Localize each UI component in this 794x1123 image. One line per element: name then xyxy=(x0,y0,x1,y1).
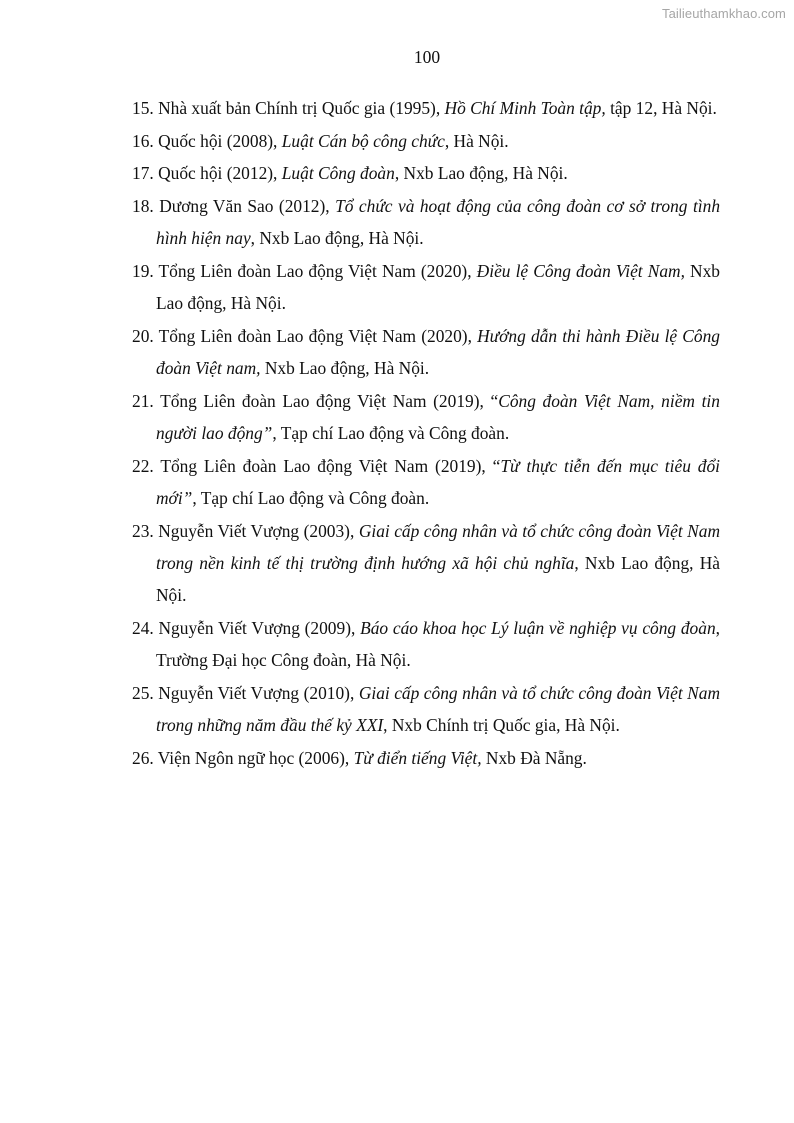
reference-number: 22. xyxy=(132,455,154,476)
reference-number: 15. xyxy=(132,98,154,118)
reference-title: Từ điển tiếng Việt, xyxy=(353,747,482,768)
reference-title: Hồ Chí Minh Toàn tập, xyxy=(444,98,606,118)
reference-author: Quốc hội (2012), xyxy=(158,163,282,184)
reference-item xyxy=(132,92,720,124)
reference-publisher: , Nxb Chính trị Quốc gia, Hà Nội. xyxy=(383,714,620,735)
reference-item xyxy=(132,515,720,612)
reference-publisher: , Nxb Lao động, Hà Nội. xyxy=(250,228,424,249)
reference-author: Nguyễn Viết Vượng (2010), xyxy=(158,682,359,703)
watermark: Tailieuthamkhao.com xyxy=(661,6,786,21)
reference-title: Hướng dẫn thi hành Điều lệ Công đoàn Việt nam, xyxy=(156,325,720,379)
reference-title: Giai cấp công nhân và tổ chức công đoàn Việt Nam trong nền kinh tế thị trường định hướng xã hội chủ nghĩa xyxy=(156,520,720,573)
reference-author: Dương Văn Sao (2012), xyxy=(159,196,336,217)
reference-number: 21. xyxy=(132,390,154,411)
reference-title: Tổ chức và hoạt động của công đoàn cơ sở trong tình hình hiện nay xyxy=(156,196,721,249)
reference-publisher: tập 12, Hà Nội. xyxy=(605,98,717,118)
reference-publisher: , Nxb Lao động, Hà Nội. xyxy=(156,552,720,606)
reference-item xyxy=(132,742,720,774)
reference-title: Điều lệ Công đoàn Việt Nam, xyxy=(476,261,685,282)
reference-title: Công đoàn Việt Nam, niềm tin người lao động” xyxy=(156,390,720,444)
reference-item xyxy=(132,190,720,254)
reference-author: Nguyễn Viết Vượng (2003), xyxy=(158,520,359,541)
reference-title: Giai cấp công nhân và tổ chức công đoàn Việt Nam trong những năm đầu thế kỷ XXI xyxy=(156,682,720,735)
reference-number: 26. xyxy=(132,747,154,768)
reference-author: Quốc hội (2008), xyxy=(158,130,282,151)
reference-item xyxy=(132,612,720,676)
reference-title: Luật Cán bộ công chức xyxy=(281,130,445,151)
reference-number: 16. xyxy=(132,130,154,151)
reference-item xyxy=(132,677,720,741)
reference-number: 20. xyxy=(132,325,154,346)
reference-number: 25. xyxy=(132,682,154,703)
reference-item xyxy=(132,320,720,384)
reference-author: Tổng Liên đoàn Lao động Việt Nam (2020), xyxy=(158,325,478,346)
reference-title: Luật Công đoàn xyxy=(281,163,395,184)
reference-publisher: Nxb Đà Nẵng. xyxy=(481,747,587,768)
reference-item xyxy=(132,255,720,319)
reference-title: Báo cáo khoa học Lý luận về nghiệp vụ công đoàn xyxy=(360,617,716,638)
reference-item xyxy=(132,385,720,449)
reference-publisher: , Tạp chí Lao động và Công đoàn. xyxy=(272,423,510,444)
reference-number: 23. xyxy=(132,520,154,541)
reference-title: Từ thực tiễn đến mục tiêu đổi mới” xyxy=(156,455,720,508)
reference-list xyxy=(132,92,720,774)
reference-author: Nhà xuất bản Chính trị Quốc gia (1995), xyxy=(158,98,445,118)
reference-publisher: Nxb Lao động, Hà Nội. xyxy=(260,358,430,379)
reference-publisher: , Nxb Lao động, Hà Nội. xyxy=(394,163,568,184)
reference-publisher: , Trường Đại học Công đoàn, Hà Nội. xyxy=(156,617,721,670)
reference-author: Viện Ngôn ngữ học (2006), xyxy=(157,747,354,768)
reference-number: 24. xyxy=(132,617,154,638)
reference-author: Tổng Liên đoàn Lao động Việt Nam (2020), xyxy=(158,261,477,282)
reference-item xyxy=(132,157,720,189)
reference-item xyxy=(132,450,720,514)
reference-item xyxy=(132,125,720,157)
reference-number: 17. xyxy=(132,163,154,184)
reference-author: Nguyễn Viết Vượng (2009), xyxy=(158,617,361,638)
reference-author: Tổng Liên đoàn Lao động Việt Nam (2019), “ xyxy=(160,390,499,411)
reference-publisher: , Tạp chí Lao động và Công đoàn. xyxy=(192,487,430,508)
reference-number: 18. xyxy=(132,196,154,217)
reference-author: Tổng Liên đoàn Lao động Việt Nam (2019), “ xyxy=(160,455,501,476)
page-number: 100 xyxy=(413,47,441,67)
reference-publisher: , Hà Nội. xyxy=(444,130,509,151)
reference-publisher: Nxb Lao động, Hà Nội. xyxy=(156,261,720,314)
reference-number: 19. xyxy=(132,261,154,282)
